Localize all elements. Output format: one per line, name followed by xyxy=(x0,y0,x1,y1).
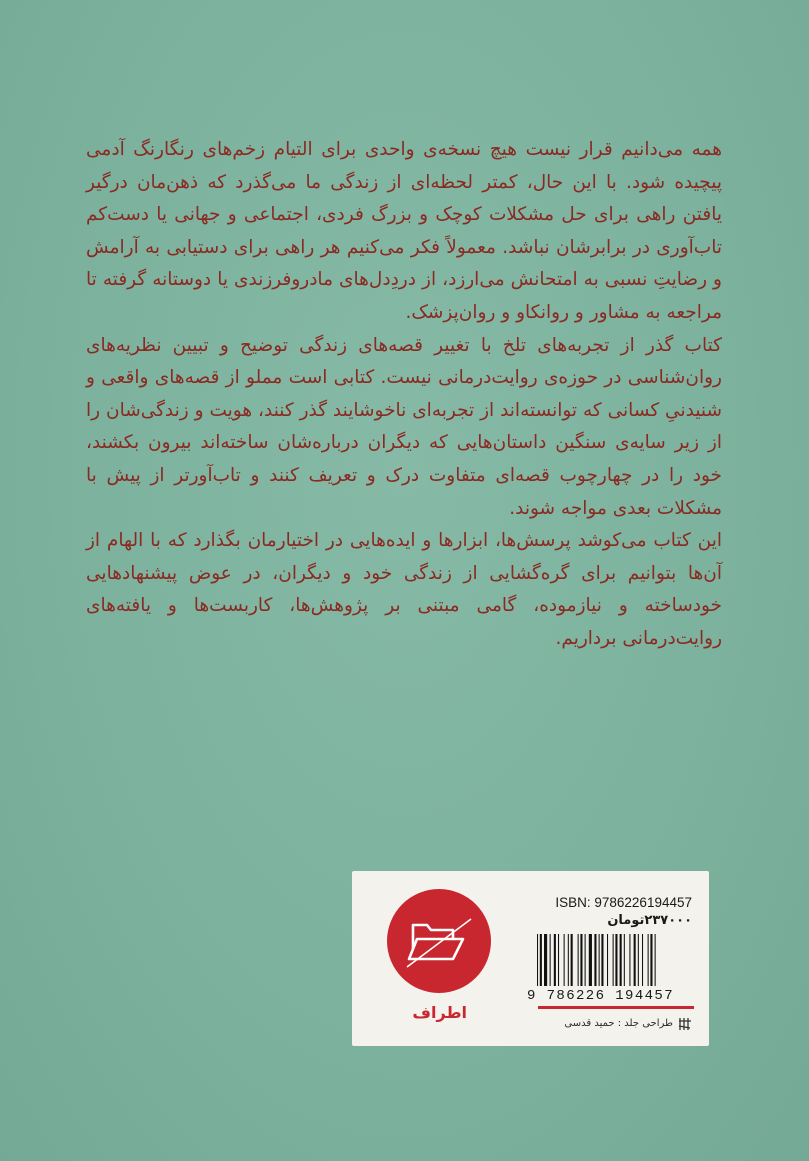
isbn-text: ISBN: 9786226194457 xyxy=(555,895,692,910)
designer-mark-icon xyxy=(677,1016,693,1032)
back-cover-blurb xyxy=(86,134,722,656)
cover-designer-credit: طراحی جلد : حمید قدسی xyxy=(564,1018,673,1029)
barcode-image xyxy=(537,934,693,986)
blurb-paragraph-1: همه می‌دانیم قرار نیست هیچ نسخه‌ی واحدی برای التیام زخم‌های رنگارنگ آدمی پیچیده شود. با این حال، کمتر لحظه‌ای از زندگی ما می‌گذرد که ذهن‌مان درگیر یافتن راهی برای حل مشکلات کوچک و بزرگ فردی، اجتماعی و جهانی یا دست‌کم تاب‌آوری در برابرشان نباشد. معمولاً فکر می‌کنیم هر راهی برای دستیابی به آرامش و رضایتِ نسبی به امتحانش می‌ارزد، از دردِدل‌های مادروفرزندی یا دوستانه گرفته تا مراجعه به مشاور و روانکاو و روان‌پزشک. xyxy=(86,139,722,323)
publisher-name: اطراف xyxy=(412,1003,467,1022)
blurb-paragraph-2: کتاب گذر از تجربه‌های تلخ با تغییر قصه‌های زندگی توضیح و تبیین نظریه‌های روان‌شناسی در حوزه‌ی روایت‌درمانی نیست. کتابی است مملو از قصه‌های واقعی و شنیدنیِ کسانی که توانسته‌اند از تجربه‌ای ناخوشایند گذر کنند، هویت و زندگی‌شان را از زیر سایه‌ی سنگین داستان‌هایی که دیگران درباره‌شان ساخته‌اند بیرون بکشند، خود را در چهارچوب قصه‌ای متفاوت درک و تعریف کنند و تاب‌آورتر از پیش با مشکلات بعدی مواجه شوند. xyxy=(86,334,722,519)
label-red-rule xyxy=(538,1006,694,1009)
price: ۲۳۷۰۰۰تومان xyxy=(607,913,692,928)
barcode-digits: 9 786226 194457 xyxy=(527,988,675,1004)
blurb-paragraph-3: این کتاب می‌کوشد پرسش‌ها، ابزارها و ایده‌هایی در اختیارمان بگذارد که با الهام از آن‌ها بتوانیم برای گره‌گشایی از زندگی خود و دیگران، در عوض پیشنهادهایی خودساخته و نیازموده، گامی مبتنی بر پژوهش‌ها، کاربست‌ها و یافته‌های روایت‌درمانی برداریم. xyxy=(86,530,722,649)
open-folder-icon xyxy=(387,889,491,993)
